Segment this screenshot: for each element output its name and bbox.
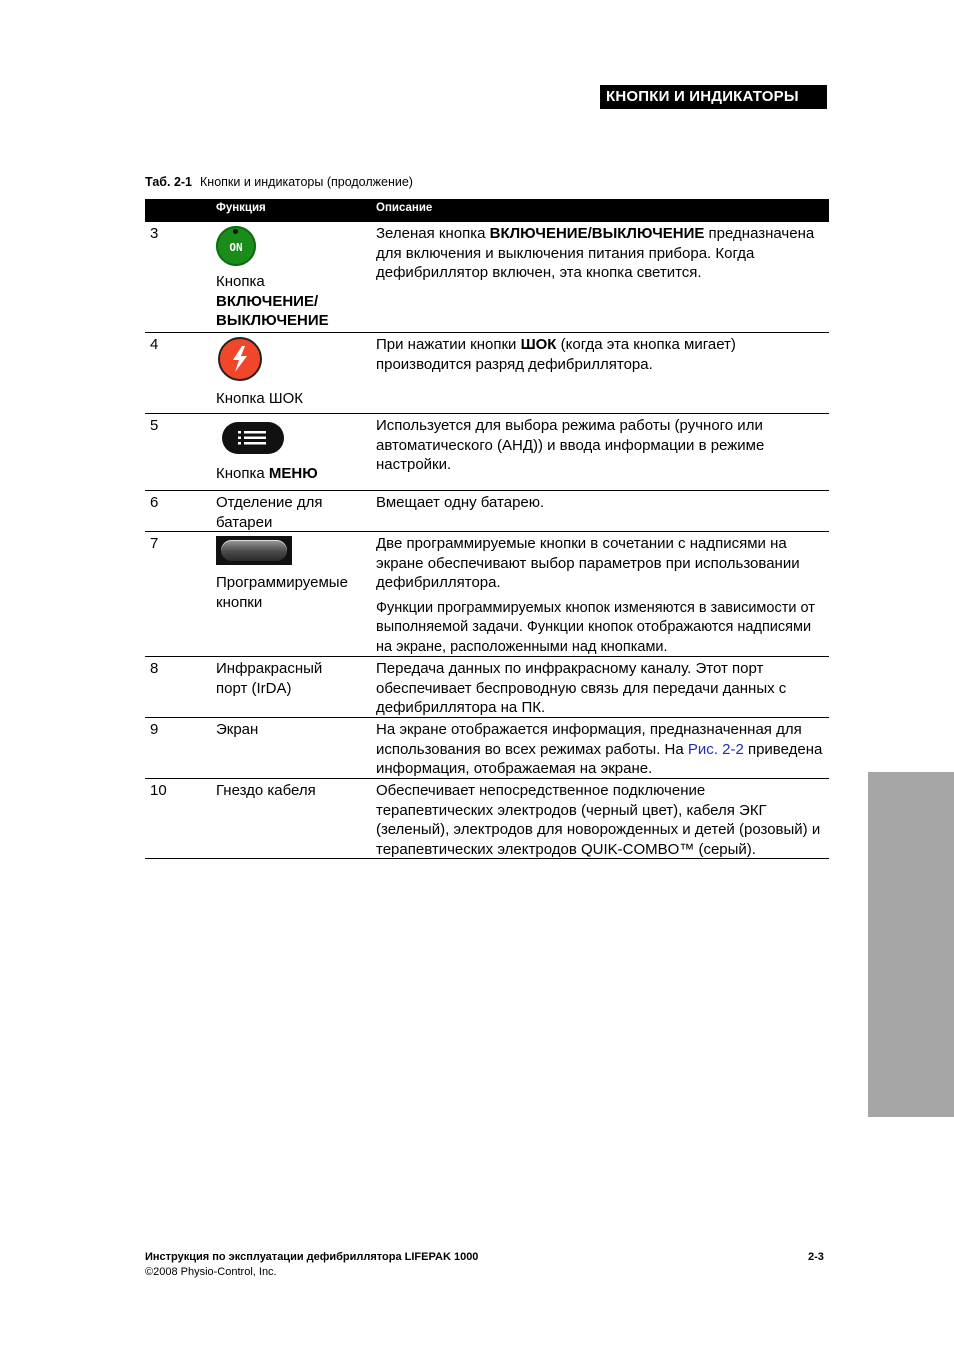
table-row	[145, 718, 829, 779]
row-function	[216, 335, 366, 409]
row-number: 7	[150, 535, 159, 552]
row-number: 10	[150, 782, 167, 799]
table-row	[145, 222, 829, 333]
header-function: Функция	[216, 202, 266, 214]
table-row	[145, 532, 829, 657]
row-description: Обеспечивает непосредственное подключение терапевтических электродов (черный цвет), кабеля ЭКГ (зеленый), электродов для новорожденных и детей (розовый) и терапевтических электродов QUIK-COMBO™ (серый).	[376, 782, 821, 858]
function-label: Экран	[216, 721, 259, 738]
row-description: При нажатии кнопки ШОК (когда эта кнопка мигает) производится разряд дефибриллятора.	[376, 336, 736, 373]
shock-lightning-icon	[218, 337, 262, 381]
function-label: Гнездо кабеля	[216, 782, 316, 799]
table-caption	[145, 175, 413, 189]
row-description: Зеленая кнопка ВКЛЮЧЕНИЕ/ВЫКЛЮЧЕНИЕ предназначена для включения и выключения питания прибора. Когда дефибриллятор включен, эта кнопка светится.	[376, 225, 815, 281]
table-row	[145, 779, 829, 859]
soft-key-icon	[216, 536, 292, 565]
row-number: 9	[150, 721, 159, 738]
caption-title: Кнопки и индикаторы (продолжение)	[200, 175, 413, 189]
row-description: Вмещает одну батарею.	[376, 494, 545, 511]
function-label: Отделение для батареи	[216, 494, 323, 531]
row-description: Две программируемые кнопки в сочетании с надписями на экране обеспечивают выбор параметров при использовании дефибриллятора. Функции программируемых кнопок изменяются в зависимости от выполняемой задачи. Функции кнопок отображаются надписями на экране, расположенными над кнопками.	[376, 535, 815, 655]
table-row	[145, 657, 829, 718]
row-function	[216, 534, 366, 612]
function-label: Кнопка	[216, 273, 265, 290]
function-label: Кнопка ШОК	[216, 390, 304, 407]
menu-list-icon	[222, 422, 284, 454]
caption-number: Таб. 2-1	[145, 175, 193, 189]
figure-link[interactable]: Рис. 2-2	[687, 740, 744, 758]
table-row	[145, 414, 829, 491]
function-label: Инфракрасный порт (IrDA)	[216, 660, 323, 697]
row-number: 5	[150, 417, 159, 434]
header-description: Описание	[376, 202, 433, 214]
footer-copyright: ©2008 Physio-Control, Inc.	[145, 1266, 277, 1278]
row-description: Передача данных по инфракрасному каналу. Этот порт обеспечивает беспроводную связь для передачи данных с дефибриллятора на ПК.	[376, 660, 787, 716]
row-function	[216, 416, 366, 484]
row-function	[216, 224, 366, 331]
table-row	[145, 333, 829, 414]
row-number: 8	[150, 660, 159, 677]
function-label: Кнопка МЕНЮ	[216, 465, 318, 482]
section-tag: КНОПКИ И ИНДИКАТОРЫ	[600, 85, 827, 109]
row-number: 3	[150, 225, 159, 242]
function-label-bold: ВКЛЮЧЕНИЕ/ ВЫКЛЮЧЕНИЕ	[216, 292, 329, 329]
row-number: 6	[150, 494, 159, 511]
function-label: Программируемые кнопки	[216, 574, 348, 611]
buttons-table	[145, 199, 829, 859]
side-tab	[868, 772, 954, 1117]
table-row	[145, 491, 829, 532]
row-number: 4	[150, 336, 159, 353]
footer-title: Инструкция по эксплуатации дефибриллятора LIFEPAK 1000	[145, 1251, 479, 1263]
on-button-icon: ON	[216, 226, 256, 266]
row-description: На экране отображается информация, предназначенная для использования во всех режимах работы. На Рис. 2-2 приведена информация, отображаемая на экране.	[376, 721, 823, 777]
table-header	[145, 199, 829, 222]
page-number: 2-3	[808, 1251, 824, 1263]
row-description: Используется для выбора режима работы (ручного или автоматического (АНД)) и ввода информации в режиме настройки.	[376, 417, 765, 473]
